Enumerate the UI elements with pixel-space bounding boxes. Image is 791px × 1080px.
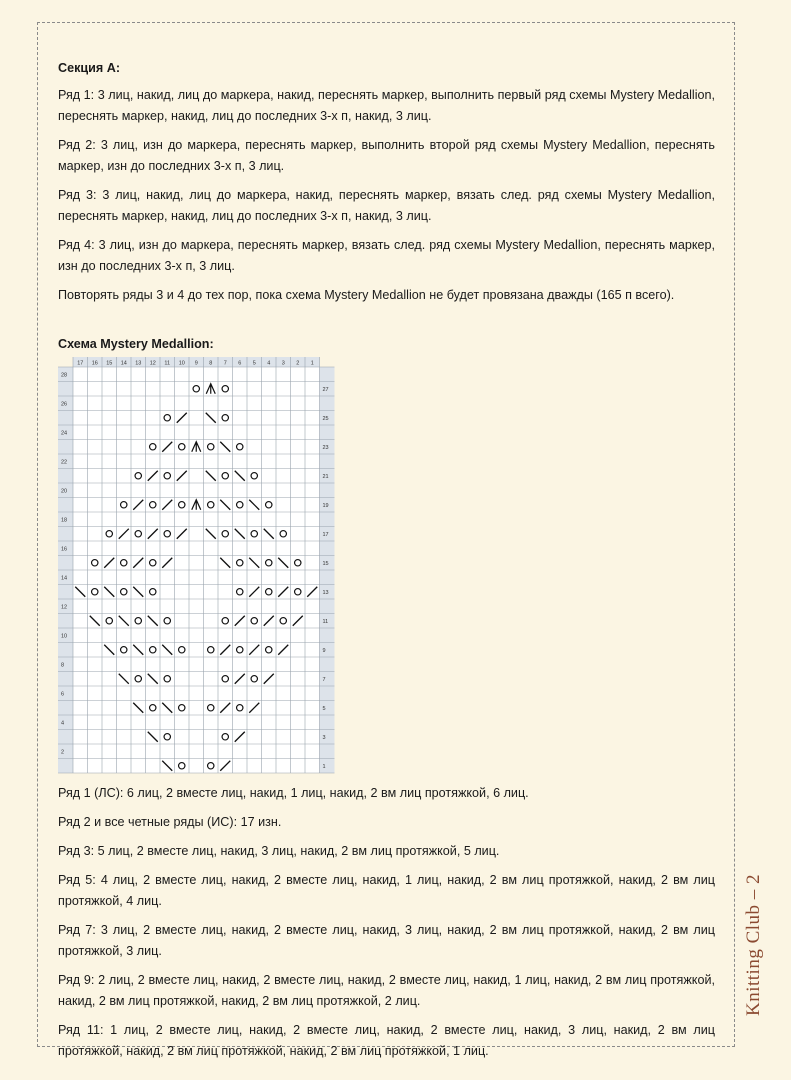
instruction-row-11: Ряд 11: 1 лиц, 2 вместе лиц, накид, 2 вместе лиц, накид, 2 вместе лиц, накид, 3 лиц, накид, 2 вм лиц протяжкой, накид, 2 вм лиц протяжкой, накид, 2 вм лиц протяжкой, 1 лиц. bbox=[58, 1023, 715, 1058]
chart-row-number: 14 bbox=[61, 575, 68, 582]
chart-row-number: 19 bbox=[322, 502, 329, 509]
chart-column-number: 10 bbox=[178, 360, 185, 367]
section-a-repeat-note: Повторять ряды 3 и 4 до тех пор, пока схема Mystery Medallion не будет провязана дважды (165 п всего). bbox=[58, 288, 675, 302]
section-a-row-3: Ряд 3: 3 лиц, накид, лиц до маркера, накид, переснять маркер, вязать след. ряд схемы Mystery Medallion, переснять маркер, накид, лиц до последних 3-х п, накид, 3 лиц. bbox=[58, 188, 715, 223]
chart-row-number: 2 bbox=[61, 749, 65, 756]
instruction-row-1: Ряд 1 (ЛС): 6 лиц, 2 вместе лиц, накид, 1 лиц, накид, 2 вм лиц протяжкой, 6 лиц. bbox=[58, 786, 529, 800]
instruction-row-3: Ряд 3: 5 лиц, 2 вместе лиц, накид, 3 лиц, накид, 2 вм лиц протяжкой, 5 лиц. bbox=[58, 844, 500, 858]
chart-row-number: 5 bbox=[322, 705, 326, 712]
chart-column-number: 2 bbox=[296, 360, 300, 367]
chart-column-number: 7 bbox=[223, 360, 227, 367]
chart-column-number: 9 bbox=[194, 360, 198, 367]
chart-row-number: 12 bbox=[61, 604, 68, 611]
knitting-chart bbox=[58, 357, 336, 777]
instruction-row-9: Ряд 9: 2 лиц, 2 вместе лиц, накид, 2 вместе лиц, накид, 2 вместе лиц, накид, 1 лиц, накид, 2 вм лиц протяжкой, накид, 2 вм лиц протяжкой, накид, 2 вм лиц протяжкой, 2 лиц. bbox=[58, 973, 715, 1008]
chart-row-number: 26 bbox=[61, 401, 68, 408]
instruction-row-7: Ряд 7: 3 лиц, 2 вместе лиц, накид, 2 вместе лиц, накид, 3 лиц, накид, 2 вм лиц протяжкой, накид, 2 вм лиц протяжкой, 3 лиц. bbox=[58, 923, 715, 958]
chart-row-number: 22 bbox=[61, 459, 68, 466]
chart-row-number: 13 bbox=[322, 589, 329, 596]
chart-row-number: 27 bbox=[322, 386, 329, 393]
chart-row-number: 23 bbox=[322, 444, 329, 451]
instruction-row-2: Ряд 2 и все четные ряды (ИС): 17 изн. bbox=[58, 815, 282, 829]
chart-column-number: 17 bbox=[77, 360, 84, 367]
chart-row-number: 10 bbox=[61, 633, 68, 640]
chart-row-number: 16 bbox=[61, 546, 68, 553]
chart-column-number: 1 bbox=[310, 360, 314, 367]
chart-row-number: 21 bbox=[322, 473, 329, 480]
chart-column-number: 11 bbox=[164, 360, 171, 367]
chart-row-number: 20 bbox=[61, 488, 68, 495]
chart-column-number: 6 bbox=[238, 360, 242, 367]
section-a-title: Секция А: bbox=[58, 61, 121, 75]
chart-column-number: 16 bbox=[91, 360, 98, 367]
chart-row-number: 15 bbox=[322, 560, 329, 567]
chart-title: Схема Mystery Medallion: bbox=[58, 337, 214, 351]
chart-row-number: 11 bbox=[322, 618, 329, 625]
chart-column-number: 4 bbox=[267, 360, 271, 367]
chart-row-number: 7 bbox=[322, 676, 326, 683]
section-a-row-2: Ряд 2: 3 лиц, изн до маркера, переснять маркер, выполнить второй ряд схемы Mystery Medallion, переснять маркер, изн до последних 3-х п, 3 лиц. bbox=[58, 138, 715, 173]
chart-row-number: 25 bbox=[322, 415, 329, 422]
chart-row-number: 9 bbox=[322, 647, 326, 654]
section-a-row-1: Ряд 1: 3 лиц, накид, лиц до маркера, накид, переснять маркер, выполнить первый ряд схемы Mystery Medallion, переснять маркер, накид, лиц до последних 3-х п, накид, 3 лиц. bbox=[58, 88, 715, 123]
chart-column-number: 14 bbox=[120, 360, 127, 367]
chart-row-number: 1 bbox=[322, 763, 326, 770]
chart-row-number: 17 bbox=[322, 531, 329, 538]
chart-row-number: 6 bbox=[61, 691, 65, 698]
chart-column-number: 15 bbox=[106, 360, 113, 367]
page-content bbox=[58, 58, 715, 1070]
instruction-row-5: Ряд 5: 4 лиц, 2 вместе лиц, накид, 2 вместе лиц, накид, 1 лиц, накид, 2 вм лиц протяжкой, накид, 2 вм лиц протяжкой, 4 лиц. bbox=[58, 873, 715, 908]
chart-row-number: 18 bbox=[61, 517, 68, 524]
chart-row-number: 8 bbox=[61, 662, 65, 669]
chart-row-number: 28 bbox=[61, 372, 68, 379]
side-label-text: Knitting Club – 2 bbox=[743, 873, 764, 1017]
chart-column-number: 3 bbox=[281, 360, 285, 367]
chart-column-number: 5 bbox=[252, 360, 256, 367]
chart-column-number: 12 bbox=[149, 360, 156, 367]
side-label bbox=[738, 870, 770, 1020]
chart-column-number: 8 bbox=[209, 360, 213, 367]
section-a-row-4: Ряд 4: 3 лиц, изн до маркера, переснять маркер, вязать след. ряд схемы Mystery Medallion, переснять маркер, изн до последних 3-х п, 3 лиц. bbox=[58, 238, 715, 273]
chart-row-number: 4 bbox=[61, 720, 65, 727]
chart-row-number: 24 bbox=[61, 430, 68, 437]
chart-column-number: 13 bbox=[135, 360, 142, 367]
chart-row-number: 3 bbox=[322, 734, 326, 741]
